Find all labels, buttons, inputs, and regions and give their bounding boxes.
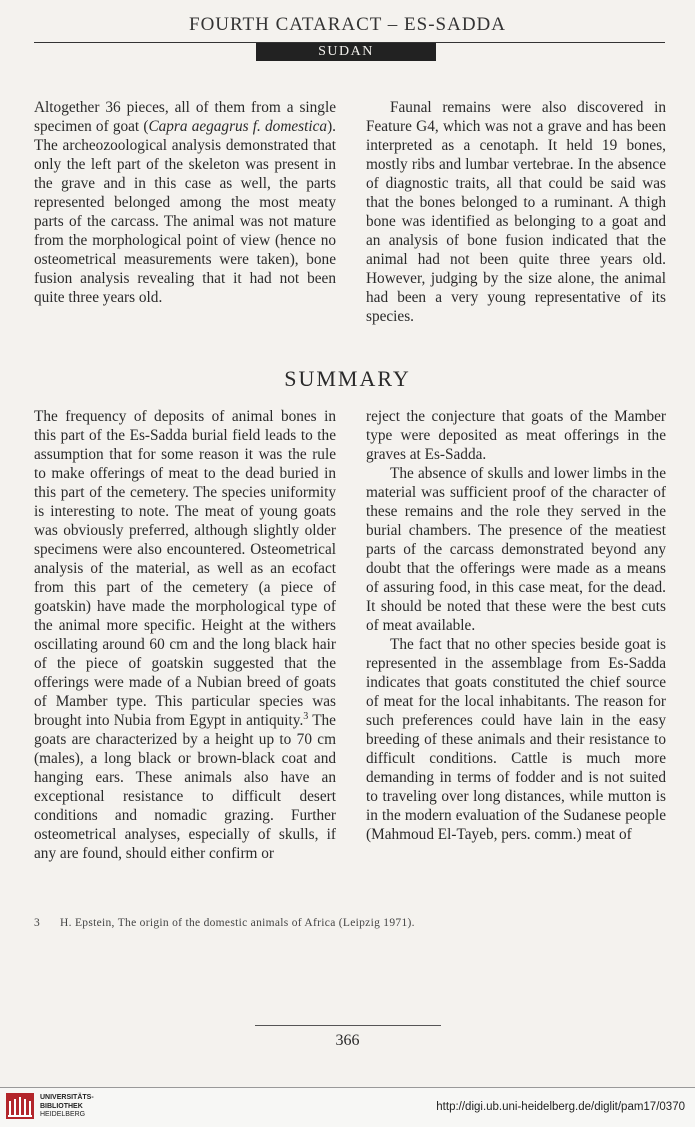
footnote [34,917,415,929]
summary-right-paragraph-3: The fact that no other species beside goat is represented in the assemblage from Es-Sadda indicates that goats constituted the chief source of meat for the local inhabitants. The reason for such preferences could have lain in the easy breeding of these animals and their resistance to difficult conditions. Cattle is much more demanding in terms of fodder and is not suited to traveling over long distances, while mutton is in the modern evaluation of the Sudanese people (Mahmoud El-Tayeb, pers. comm.) meat of [366,636,666,843]
library-logo-icon [6,1093,34,1119]
summary-left-paragraph [34,407,336,863]
footnote-number: 3 [34,917,41,929]
top-left-text-2: ). The archeozoological analysis demonstrated that only the left part of the skeleton was present in the grave and in this case as well, the parts represented belonged among the most meaty parts of the carcass. The animal was not mature from the morphological point of view (hence no osteometrical measurements were taken), bone fusion analysis revealing that it had not been quite three years old. [34,118,336,306]
top-right-column [366,98,666,326]
summary-left-column [34,407,336,863]
top-right-paragraph: Faunal remains were also discovered in Feature G4, which was not a grave and has been interpreted as a cenotaph. It held 19 bones, mostly ribs and lumbar vertebrae. In the absence of diagnostic traits, all that could be said was that the bones belonged to a ruminant. A thigh bone was identified as belonging to a goat and an analysis of bone fusion indicated that the animal had not been quite three years old. However, judging by the size alone, the animal had been a very young representative of its species. [366,99,666,325]
top-left-paragraph [34,98,336,307]
library-name [40,1094,94,1120]
library-name-line1: UNIVERSITÄTS- [40,1094,94,1101]
page-number: 366 [335,1032,360,1049]
summary-right-paragraph-2: The absence of skulls and lower limbs in the material was sufficient proof of the character of these remains and the role they served in the burial chambers. The presence of the meatiest parts of the carcass demonstrated beyond any doubt that the offerings were made as a means of assuring food, in this case meat, for the dead. It should be noted that these were the best cuts of meat available. [366,465,666,634]
library-name-line3: HEIDELBERG [40,1111,86,1118]
footer-bar [0,1087,695,1127]
page-number-rule [255,1025,441,1026]
summary-heading: SUMMARY [284,366,411,391]
running-title: FOURTH CATARACT – ES-SADDA [189,14,506,35]
footnote-text: H. Epstein, The origin of the domestic animals of Africa (Leipzig 1971). [60,917,415,929]
library-name-line2: BIBLIOTHEK [40,1102,83,1110]
summary-left-text-1: The frequency of deposits of animal bones in this part of the Es-Sadda burial field leads to the assumption that for some reason it was the rule to make offerings of meat to the dead buried in this part of the cemetery. The species uniformity is interesting to note. The meat of young goats was obviously preferred, although slightly older specimens were also encountered. Osteometrical analysis of the material, as well as an ecofact from this part of the cemetery (a piece of goatskin) have made the morphological type of the animal more specific. Height at the withers oscillating around 60 cm and the long black hair of the piece of goatskin suggested that the offerings were made of a Nubian breed of goats of Mamber type. This particular species was brought into Nubia from Egypt in antiquity. [34,408,336,729]
top-left-column [34,98,336,307]
species-name: Capra aegagrus f. domestica [148,118,328,135]
top-left-text-1: Altogether 36 pieces, all of them from a single specimen of goat ( [34,99,336,135]
summary-right-paragraph-1: reject the conjecture that goats of the Mamber type were deposited as meat offerings in the graves at Es-Sadda. [366,408,666,463]
footnote-reference: 3 [303,710,309,722]
section-tab: SUDAN [256,43,436,61]
source-url-link[interactable]: http://digi.ub.uni-heidelberg.de/diglit/pam17/0370 [436,1101,685,1113]
summary-right-column [366,407,666,844]
summary-left-text-2: The goats are characterized by a height up to 70 cm (males), a long black or brown-black coat and hanging ears. These animals also have an exceptional resistance to difficult desert conditions and nomadic grazing. Further osteometrical analyses, especially of skulls, if any are found, should either confirm or [34,712,336,862]
